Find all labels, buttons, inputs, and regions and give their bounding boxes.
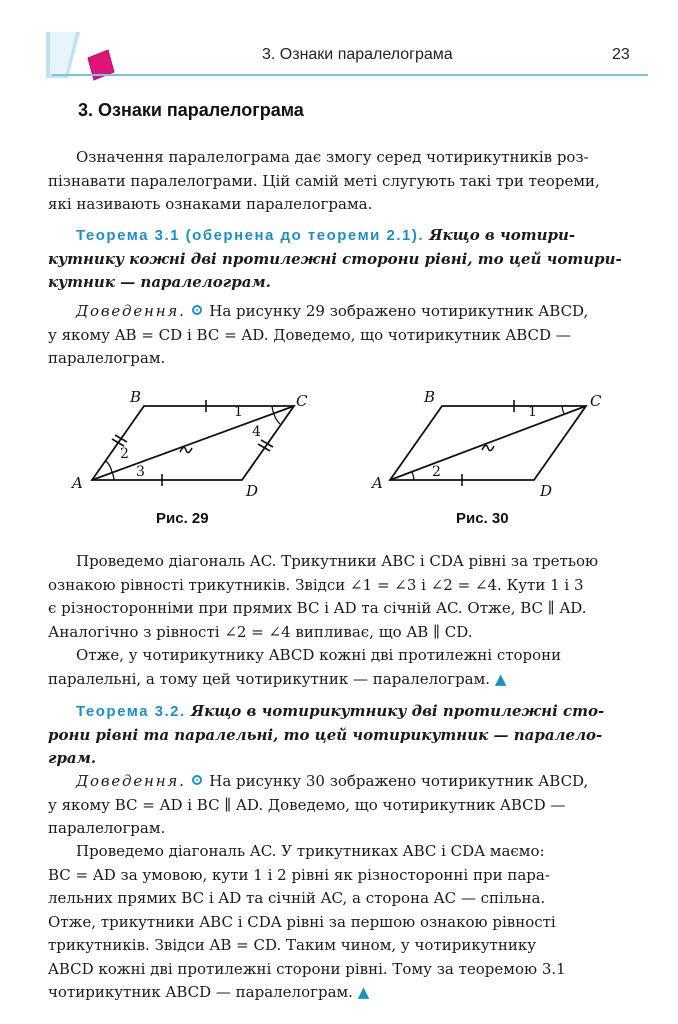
fig30-label-A: A bbox=[372, 474, 383, 492]
proof-1: Доведення. На рисунку 29 зображено чотирикутник ABCD, у якому AB = CD і BC = AD. Доведемо, що чотирикутник ABCD — паралелограм. bbox=[48, 302, 589, 367]
section-title: 3. Ознаки паралелограма bbox=[78, 100, 304, 120]
fig30-caption: Рис. 30 bbox=[456, 510, 509, 527]
fig29-label-D: D bbox=[246, 482, 259, 500]
fig30-angle-2: 2 bbox=[432, 464, 441, 480]
intro-paragraph: Означення паралелограма дає змогу серед чотирикутників роз- пізнавати паралелограми. Цій самій меті слугують такі три теореми, які називають ознаками паралелограма. bbox=[48, 148, 600, 213]
fig29-angle-4: 4 bbox=[252, 424, 261, 440]
proof-label: Доведення. bbox=[76, 302, 186, 320]
proof-1-body: Проведемо діагональ AC. Трикутники ABC і CDA рівні за третьою ознакою рівності трикутників. Звідси ∠1 = ∠3 і ∠2 = ∠4. Кути 1 і 3 є різносторонніми при прямих BC і AD та січній AC. Отже, BC ∥ AD. Аналогічно з рівності ∠2 = ∠4 випливає, що AB ∥ CD. bbox=[48, 552, 599, 641]
fig30-label-C: C bbox=[590, 392, 602, 410]
fig30-label-B: B bbox=[424, 388, 436, 406]
fig30-angle-1: 1 bbox=[528, 404, 537, 420]
theorem-3-1: Теорема 3.1 (обернена до теореми 2.1). Якщо в чотири- кутнику кожні дві протилежні сторони рівні, то цей чотири- кутник — паралелограм. bbox=[48, 226, 622, 291]
fig29-label-C: C bbox=[296, 392, 308, 410]
proof-start-icon bbox=[192, 775, 202, 785]
fig29-angle-2: 2 bbox=[120, 446, 129, 462]
page-number: 23 bbox=[612, 46, 630, 63]
proof-1-conclusion: Отже, у чотирикутнику ABCD кожні дві протилежні сторони паралельні, а тому цей чотирикутник — паралелограм. ▲ bbox=[48, 646, 562, 688]
fig29-label-B: B bbox=[130, 388, 142, 406]
header-rule bbox=[52, 74, 648, 76]
theorem-3-2: Теорема 3.2. Якщо в чотирикутнику дві протилежні сто- рони рівні та паралельні, то цей чотирикутник — паралело- грам. bbox=[48, 702, 605, 767]
proof-2-body: Проведемо діагональ AC. У трикутниках ABC і CDA маємо: BC = AD за умовою, кути 1 і 2 рівні як різносторонні при пара- лельних прямих BC і AD та січній AC, а сторона AC — спільна. Отже, трикутники ABC і CDA рівні за першою ознакою рівності трикутників. Звідси AB = CD. Таким чином, у чотирикутнику ABCD кожні дві протилежні сторони рівні. Тому за теоремою 3.1 чотирикутник ABCD — паралелограм. ▲ bbox=[48, 842, 566, 1001]
fig29-angle-1: 1 bbox=[234, 404, 243, 420]
proof-2: Доведення. На рисунку 30 зображено чотирикутник ABCD, у якому BC = AD і BC ∥ AD. Доведемо, що чотирикутник ABCD — паралелограм. bbox=[48, 772, 589, 837]
theorem-3-2-label: Теорема 3.2. bbox=[76, 703, 186, 720]
fig29-label-A: A bbox=[72, 474, 83, 492]
figure-29 bbox=[60, 384, 330, 504]
running-header-title: 3. Ознаки паралелограма bbox=[262, 46, 453, 63]
fig30-label-D: D bbox=[540, 482, 553, 500]
proof-start-icon bbox=[192, 305, 202, 315]
fig29-caption: Рис. 29 bbox=[156, 510, 209, 527]
theorem-3-1-label: Теорема 3.1 (обернена до теореми 2.1). bbox=[76, 227, 425, 244]
figure-30 bbox=[370, 384, 620, 504]
proof-label: Доведення. bbox=[76, 772, 186, 790]
fig29-angle-3: 3 bbox=[136, 464, 145, 480]
proof-end-icon: ▲ bbox=[494, 669, 507, 688]
proof-end-icon: ▲ bbox=[357, 983, 370, 1001]
